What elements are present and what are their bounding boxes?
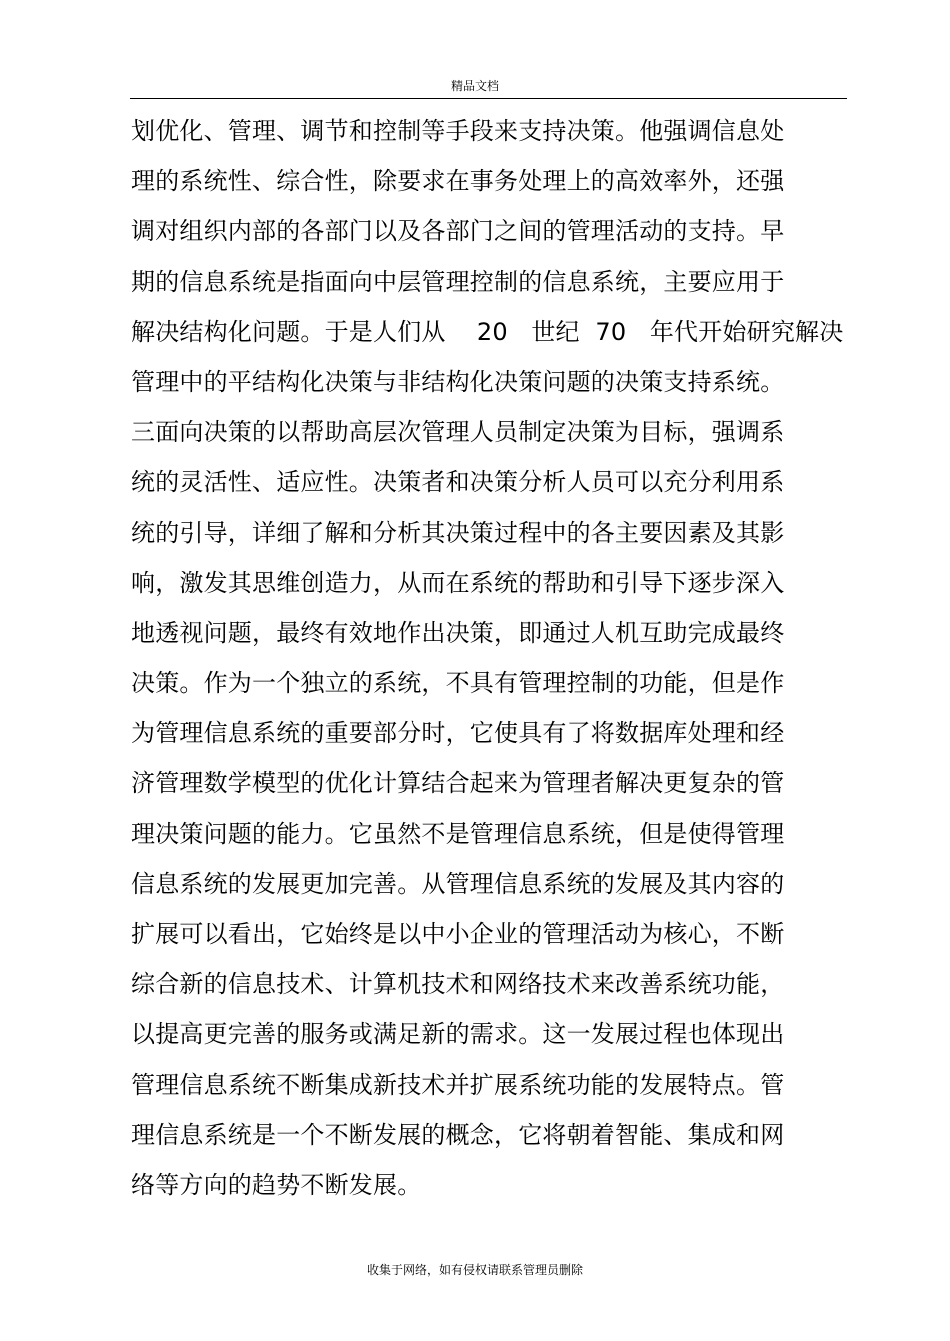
text-line: 解决结构化问题。于是人们从 20 世纪 70 年代开始研究解决 <box>131 317 844 346</box>
text-line: 决策。作为一个独立的系统，不具有管理控制的功能，但是作 <box>131 669 785 698</box>
text-line: 信息系统的发展更加完善。从管理信息系统的发展及其内容的 <box>131 869 785 898</box>
text-line: 理信息系统是一个不断发展的概念，它将朝着智能、集成和网 <box>131 1120 785 1149</box>
text-line: 为管理信息系统的重要部分时，它使具有了将数据库处理和经 <box>131 719 785 748</box>
text-line: 管理中的平结构化决策与非结构化决策问题的决策支持系统。 <box>131 367 785 396</box>
header-divider <box>130 98 847 99</box>
text-line: 统的灵活性、适应性。决策者和决策分析人员可以充分利用系 <box>131 468 785 497</box>
text-line: 综合新的信息技术、计算机技术和网络技术来改善系统功能， <box>131 970 785 999</box>
text-line: 统的引导，详细了解和分析其决策过程中的各主要因素及其影 <box>131 518 785 547</box>
text-line: 响，激发其思维创造力，从而在系统的帮助和引导下逐步深入 <box>131 568 785 597</box>
page-header: 精品文档 <box>450 79 499 93</box>
text-line: 理的系统性、综合性，除要求在事务处理上的高效率外，还强 <box>131 167 785 196</box>
text-line: 扩展可以看出，它始终是以中小企业的管理活动为核心，不断 <box>131 920 785 948</box>
document-body <box>131 106 851 1210</box>
text-line: 划优化、管理、调节和控制等手段来支持决策。他强调信息处 <box>131 117 785 145</box>
text-line: 管理信息系统不断集成新技术并扩展系统功能的发展特点。管 <box>131 1070 785 1099</box>
text-line: 调对组织内部的各部门以及各部门之间的管理活动的支持。早 <box>131 217 785 246</box>
text-line: 以提高更完善的服务或满足新的需求。这一发展过程也体现出 <box>131 1020 785 1049</box>
text-line: 络等方向的趋势不断发展。 <box>131 1170 422 1199</box>
text-line: 理决策问题的能力。它虽然不是管理信息系统，但是使得管理 <box>131 819 785 848</box>
text-line: 期的信息系统是指面向中层管理控制的信息系统，主要应用于 <box>131 267 785 296</box>
text-line: 济管理数学模型的优化计算结合起来为管理者解决更复杂的管 <box>131 769 785 798</box>
text-line: 三面向决策的以帮助高层次管理人员制定决策为目标，强调系 <box>131 418 785 447</box>
page-footer: 收集于网络，如有侵权请联系管理员删除 <box>366 1263 583 1277</box>
text-line: 地透视问题，最终有效地作出决策，即通过人机互助完成最终 <box>131 618 785 647</box>
